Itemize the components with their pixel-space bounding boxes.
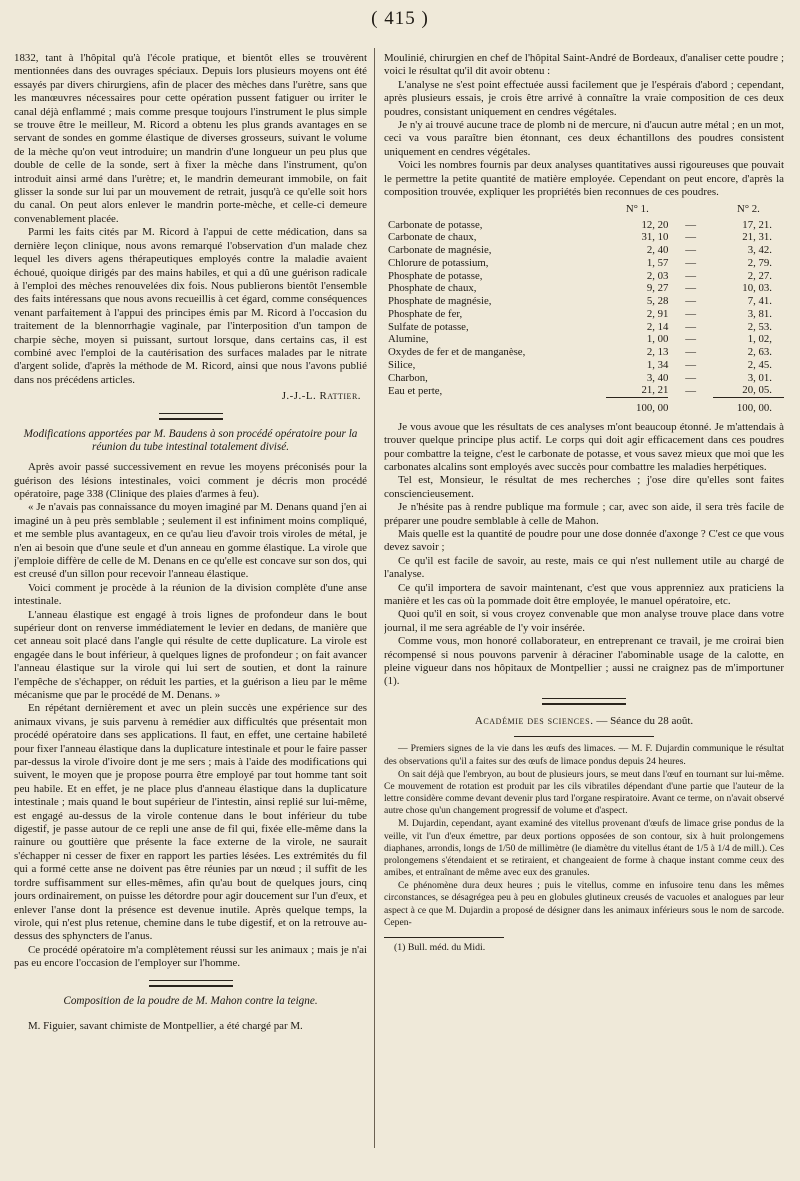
- dash-separator: —: [685, 358, 697, 371]
- value-no2: 3, 81.: [747, 307, 772, 320]
- dash-separator: —: [685, 256, 697, 269]
- paragraph: Voici comment je procède à la réunion de la division complète d'une anse intestinale.: [14, 581, 367, 608]
- section-divider: [159, 413, 223, 420]
- value-no1: 1, 34: [646, 358, 669, 371]
- table-row: [384, 359, 784, 372]
- paragraph: Comme vous, mon honoré collaborateur, en entreprenant ce travail, je me croirai bien récompensé si nous pouvons parvenir à déraciner l'abominable usage de la calotte, en pleine vigueur dans nos hôpitaux de Montpellier ; aussi ne craignez pas de m'importuner (1).: [384, 635, 784, 688]
- table-row: [384, 384, 784, 397]
- paragraph: Moulinié, chirurgien en chef de l'hôpital Saint-André de Bordeaux, d'analiser cette poudre ; voici le résultat qu'il dit avoir obtenu :: [384, 52, 784, 78]
- dash-separator: —: [685, 307, 697, 320]
- table-row: [384, 257, 784, 270]
- table-row: [384, 282, 784, 295]
- value-no1: 3, 40: [646, 371, 669, 384]
- dash-separator: —: [685, 231, 697, 244]
- paragraph: Ce procédé opératoire m'a complètement réussi sur les animaux ; mais je n'ai pas eu encore l'occasion de l'employer sur l'homme.: [14, 943, 367, 970]
- page-number: ( 415 ): [371, 8, 429, 29]
- paragraph: En répétant dernièrement et avec un plein succès une expérience sur des animaux vivans, je suis parvenu à remédier aux difficultés que présentait mon procédé opératoire dans ses applications. Il faut, en effet, une certaine habileté pour fixer l'anneau élastique dans la duplicature intestinale et pour le faire passer par-dessus la virole d'ivoire dont je me sers ; mais à l'aide des modifications qui suivent, le moyen que je propose pourra être employé par tout homme tant soit peu habile. Et en effet, je ne place plus d'anneau élastique dans la duplicature intestinale ; mais quand le bout supérieur de l'intestin, ainsi replié sur lui-même, est engagé au-dessus de la virole contenue dans le bout inférieur du tube digestif, je passe autour de ce repli une anse de fil qui, fixée elle-même dans la rainure ou gouttière que présente la face externe de la virole, ne saurait s'échapper ni cesser de fixer en rapport les parties lésées. Les extrémités du fil qui a formé cette anse ne doivent pas être réunies par un nœud ; il suffit de les tordre suffisamment sur elles-mêmes, afin qu'au bout de quelques jours, cinq jours ordinairement, on puisse les détordre pour agir doucement sur l'un d'eux, et enlever l'anse dont la présence est devenue inutile. Après quelque temps, la virole, qui n'est plus retenue, chemine dans le tube digestif, et on la retrouve au-dessus des sphyncters de l'anus.: [14, 702, 367, 943]
- paragraph: Quoi qu'il en soit, si vous croyez convenable que mon analyse trouve place dans votre journal, il me sera agréable de l'y voir insérée.: [384, 608, 784, 634]
- paragraph: L'analyse ne s'est point effectuée aussi facilement que je l'espérais d'abord ; cependant, après plusieurs essais, je crois être arrivé à connaître la vraie composition de ces deux poudres, consistant uniquement en cendres végétales.: [384, 78, 784, 118]
- value-no2: 2, 79.: [747, 256, 772, 269]
- dash-separator: —: [685, 269, 697, 282]
- total-no2: 100, 00.: [736, 402, 772, 415]
- value-no1: 1, 00: [646, 333, 669, 346]
- value-no2: 3, 01.: [747, 371, 772, 384]
- academy-report: [384, 743, 784, 929]
- substance-name: Phosphate de potasse,: [388, 269, 483, 282]
- analysis-table: [384, 203, 784, 414]
- paragraph: Tel est, Monsieur, le résultat de mes recherches ; j'ose dire qu'elles sont faites consciencieusement.: [384, 474, 784, 500]
- value-no1: 2, 40: [646, 244, 669, 257]
- paragraph: Ce phénomène dura deux heures ; puis le vitellus, comme en infusoire tenu dans les mêmes circonstances, se désagrégea peu à peu en globules glutineux creusés de vacuoles et analogues par leur aspect à ce que M. Dujardin a proposé de désigner dans les animaux inférieurs sous le nom de sarcode. Cepen-: [384, 880, 784, 928]
- paragraph: M. Dujardin, cependant, ayant examiné des vitellus provenant d'œufs de limace grise pondus de la veille, vit l'un d'eux émettre, par deux portions opposées de son contour, six à huit prolongemens diaphanes, arrondis, longs de 1/50 de millimètre (le diamètre du vitellus étant de 1/5 à 1/4 de mill.). Ces prolongemens s'étendaient et se retiraient, et changeaient de forme à chaque instant comme ceux des amibes, et entraînant de même avec eux des granules.: [384, 818, 784, 879]
- value-no2: 20, 05.: [742, 384, 772, 397]
- substance-name: Silice,: [388, 358, 416, 371]
- paragraph: Je n'y ai trouvé aucune trace de plomb ni de mercure, ni d'aucun autre métal ; en un mot, ceci va vous paraître bien étonnant, ces deux échantillons des poudres consistent uniquement en cendres végétales.: [384, 119, 784, 158]
- value-no1: 9, 27: [646, 282, 669, 295]
- value-no2: 2, 63.: [747, 346, 772, 359]
- value-no1: 5, 28: [646, 295, 669, 308]
- value-no2: 2, 53.: [747, 320, 772, 333]
- substance-name: Carbonate de magnésie,: [388, 244, 492, 257]
- academy-session: — Séance du 28 août.: [596, 714, 694, 727]
- value-no2: 10, 03.: [742, 282, 772, 295]
- table-row: [384, 346, 784, 359]
- paragraph: Ce qu'il est facile de savoir, au reste, mais ce qui n'est nullement utile au chargé de l'analyse.: [384, 554, 784, 581]
- paragraph: On sait déjà que l'embryon, au bout de plusieurs jours, se meut dans l'œuf en tournant sur lui-même. Ce mouvement de rotation est produit par les cils vibratiles dépendant d'une partie que l'auteur de la lettre considère comme devant devenir plus tard l'organe respiratoire. Avant ce terme, on n'avait observé autre chose qu'un changement progressif de volume et d'aspect.: [384, 768, 784, 817]
- paragraph: Mais quelle est la quantité de poudre pour une dose donnée d'axonge ? C'est ce que vous devez savoir ;: [384, 528, 784, 554]
- academy-heading: [384, 715, 784, 729]
- academy-title: Académie des sciences.: [474, 714, 594, 727]
- paragraph: M. Figuier, savant chimiste de Montpellier, a été chargé par M.: [28, 1020, 303, 1033]
- total-no1: 100, 00: [636, 402, 669, 415]
- section-divider: [514, 736, 654, 737]
- value-no1: 12, 20: [641, 218, 669, 231]
- footnote: (1) Bull. méd. du Midi.: [394, 941, 486, 953]
- paragraph: L'anneau élastique est engagé à trois lignes de profondeur dans le bout supérieur dont on renverse immédiatement le levier en dedans, de manière que cet anneau soit placé dans l'angle qui résulte de cette duplicature. La virole est engagée dans le bout inférieur, à quelques lignes de profondeur ; on fait avancer l'anneau élastique sur la virole qui lui sert de soutien, et dont la rainure l'empêche de s'échapper, on réduit les parties, et la guérison a lieu par le même mécanisme que par le procédé de M. Denans. »: [14, 608, 367, 701]
- substance-name: Alumine,: [388, 333, 429, 346]
- section-divider: [542, 698, 626, 705]
- section-title-baudens: Modifications apportées par M. Baudens à son procédé opératoire pour la réunion du tube intestinal totalement divisé.: [23, 427, 358, 454]
- substance-name: Chlorure de potassium,: [388, 256, 489, 269]
- value-no1: 31, 10: [641, 231, 669, 244]
- value-no1: 2, 03: [646, 269, 669, 282]
- paragraph: Parmi les faits cités par M. Ricord à l'appui de cette médication, dans sa dernière leçon clinique, nous avons remarqué l'observation d'un malade chez lequel les divers agens thérapeutiques employés contre la maladie avaient échoué, quoique dirigés par des mains habiles, et qui a dû une guérison radicale à l'emploi des mèches renouvelées dix fois. Nous publierons bientôt l'ensemble des faits intéressans que nous avons recueillis à cet égard, comme conséquences venant parfaitement à l'appui des principes émis par M. Ricord à l'occasion du traitement de la blennorrhagie vaginale, par l'interposition d'un tampon de charpie sèche, moyen si puissant, surtout lorsque, dans certains cas, il est combiné avec l'emploi de la cautérisation des surfaces malades par le nitrate d'argent solide, d'après la méthode de M. Ricord, ainsi que nous l'avons publié dans nos précédens articles.: [14, 226, 367, 386]
- left-column: [14, 52, 367, 1167]
- paragraph: Je vous avoue que les résultats de ces analyses m'ont beaucoup étonné. Je m'attendais à trouver quelque principe plus actif. Le corps qui doit agir efficacement dans ces poudres pour combattre la teigne, c'est le carbonate de potasse, et vous savez mieux que moi que les carbonates alcalins sont employés avec succès pour combattre les maladies herpétiques.: [384, 420, 784, 473]
- dash-separator: —: [685, 282, 697, 295]
- paragraph: « Je n'avais pas connaissance du moyen imaginé par M. Denans quand j'en ai imaginé un à peu près semblable ; seulement il est infiniment moins compliqué, et me semble plus avantageux, en ce qu'au lieu d'avoir trois viroles de métal, je n'en ai besoin que d'une seule et d'un anneau en gomme élastique. La virole que j'emploie diffère de celle de M. Denans en ce qu'elle est concave sur son dos, qui est creusé d'un sillon pour recevoir l'anneau élastique.: [14, 501, 367, 581]
- table-row: [384, 295, 784, 308]
- dash-separator: —: [685, 218, 697, 231]
- value-no1: 2, 14: [646, 320, 669, 333]
- dash-separator: —: [685, 333, 697, 346]
- right-column: [384, 52, 784, 1167]
- substance-name: Phosphate de fer,: [388, 307, 463, 320]
- value-no1: 2, 13: [646, 346, 669, 359]
- substance-name: Carbonate de chaux,: [388, 231, 477, 244]
- dash-separator: —: [685, 320, 697, 333]
- footnote-divider: [384, 937, 504, 938]
- table-row: [384, 333, 784, 346]
- table-row: [384, 321, 784, 334]
- value-no2: 3, 42.: [747, 244, 772, 257]
- dash-separator: —: [685, 371, 697, 384]
- value-no1: 2, 91: [646, 307, 669, 320]
- table-row: [384, 308, 784, 321]
- value-no2: 17, 21.: [742, 218, 772, 231]
- dash-separator: —: [685, 244, 697, 257]
- value-no2: 21, 31.: [742, 231, 772, 244]
- substance-name: Phosphate de chaux,: [388, 282, 477, 295]
- dash-separator: —: [685, 295, 697, 308]
- paragraph: Je n'hésite pas à rendre publique ma formule ; car, avec son aide, il sera très facile de préparer une poudre semblable à celle de Mahon.: [384, 501, 784, 527]
- author-signature: J.-J.-L. Rattier.: [281, 390, 361, 403]
- value-no1: 21, 21: [641, 384, 669, 397]
- paragraph: Après avoir passé successivement en revue les moyens préconisés pour la guérison des lésions intestinales, voici comment je décris mon procédé opératoire, page 338 (Clinique des plaies d'armes à feu).: [14, 461, 367, 500]
- table-row: [384, 270, 784, 283]
- dash-separator: —: [685, 346, 697, 359]
- column-header-no1: N° 1.: [625, 203, 649, 216]
- paragraph: Voici les nombres fournis par deux analyses quantitatives aussi rigoureuses que pouvait le permettre la petite quantité de matière employée. Cependant on peut encore, d'après la composition trouvée, expliquer les propriétés bien reconnues de ces poudres.: [384, 159, 784, 199]
- value-no2: 2, 27.: [747, 269, 772, 282]
- paragraph: — Premiers signes de la vie dans les œufs des limaces. — M. F. Dujardin communique le résultat des observations qu'il a faites sur des œufs de limace pondus depuis 24 heures.: [384, 743, 784, 767]
- paragraph: 1832, tant à l'hôpital qu'à l'école pratique, et bientôt elles se trouvèrent mentionnées dans des ouvrages spéciaux. Depuis lors plusieurs moyens ont été essayés par divers chirurgiens, afin de placer des mèches dans l'urètre, sans que les manœuvres nécessaires pour cette opération pussent fatiguer ou irriter le canal déjà enflammé ; mais comme presque toujours l'instrument le plus simple se trouve être le meilleur, M. Ricord a obtenu les plus grands avantages en se servant de sondes en gomme élastique de diverses grosseurs, suivant le volume de la mèche qu'on veut introduire; un mandrin d'une longueur un peu plus que double de celle de la sonde, sert à fixer la mèche dans l'instrument, qu'on introduit ainsi armé dans l'urètre; et, le mandrin demeurant immobile, on fait glisser la sonde sur lui par un mouvement de retrait, jusqu'à ce qu'elle soit hors du canal. On peut alors enlever le mandrin porte-mèche, et celle-ci demeure convenablement placée.: [14, 52, 367, 225]
- column-divider: [374, 48, 375, 1148]
- value-no2: 2, 45.: [747, 358, 772, 371]
- substance-name: Phosphate de magnésie,: [388, 295, 492, 308]
- value-no2: 1, 02,: [747, 333, 772, 346]
- substance-name: Eau et perte,: [388, 384, 443, 397]
- section-divider: [149, 980, 233, 987]
- section-title-mahon: Composition de la poudre de M. Mahon contre la teigne.: [63, 994, 318, 1007]
- table-row: [384, 231, 784, 244]
- table-row: [384, 372, 784, 385]
- substance-name: Oxydes de fer et de manganèse,: [388, 346, 526, 359]
- substance-name: Sulfate de potasse,: [388, 320, 469, 333]
- substance-name: Carbonate de potasse,: [388, 218, 483, 231]
- paragraph: Ce qu'il importera de savoir maintenant, c'est que vous apprenniez aux praticiens la manière et les cas où la pommade doit être employée, le manuel opératoire, etc.: [384, 581, 784, 608]
- value-no1: 1, 57: [646, 256, 669, 269]
- substance-name: Charbon,: [388, 371, 428, 384]
- table-row: [384, 244, 784, 257]
- column-header-no2: N° 2.: [736, 203, 760, 216]
- dash-separator: —: [685, 384, 697, 397]
- table-row: [384, 219, 784, 232]
- value-no2: 7, 41.: [747, 295, 772, 308]
